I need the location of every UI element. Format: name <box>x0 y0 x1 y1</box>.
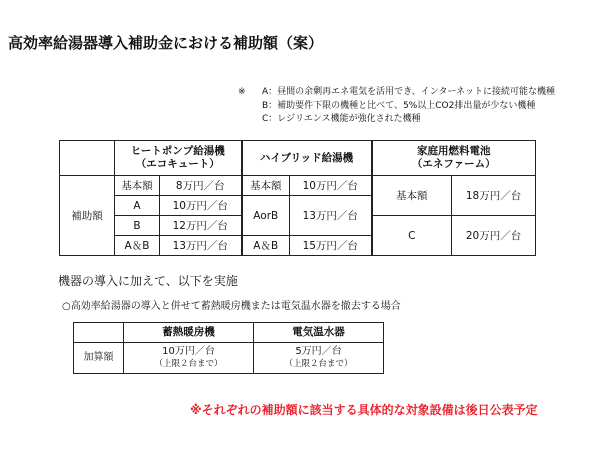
hybrid-label: A＆B <box>242 236 290 256</box>
table-row <box>74 343 384 374</box>
ecocute-value: 10万円／台 <box>160 196 242 216</box>
note-a-text: A：昼間の余剰再エネ電気を活用でき、インターネットに接続可能な機種 <box>262 87 555 97</box>
electric-water-heater-limit: （上限２台まで） <box>284 359 353 369</box>
additional-amount-table <box>73 322 384 374</box>
header-storage-heater: 蓄熱暖房機 <box>124 323 254 343</box>
header-electric-water-heater: 電気温水器 <box>254 323 384 343</box>
storage-heater-limit: （上限２台まで） <box>154 359 223 369</box>
header-ecocute-line1: ヒートポンプ給湯機 <box>130 145 225 157</box>
ecocute-label: A <box>115 196 160 216</box>
header-enefarm <box>372 141 536 176</box>
note-c <box>238 113 555 127</box>
electric-water-heater-cell <box>254 343 384 374</box>
enefarm-value: 18万円／台 <box>452 176 536 216</box>
header-enefarm-line1: 家庭用燃料電池 <box>417 145 491 157</box>
enefarm-label: 基本額 <box>372 176 452 216</box>
row-label-addition: 加算額 <box>74 343 124 374</box>
hybrid-value: 15万円／台 <box>290 236 372 256</box>
note-mark <box>238 113 262 127</box>
enefarm-value: 20万円／台 <box>452 216 536 256</box>
note-c-text: C：レジリエンス機能が強化された機種 <box>262 114 421 124</box>
footnote: ※それぞれの補助額に該当する具体的な対象設備は後日公表予定 <box>190 403 538 417</box>
note-b <box>238 100 555 114</box>
enefarm-label: C <box>372 216 452 256</box>
table-header-row <box>74 323 384 343</box>
corner-cell <box>74 323 124 343</box>
page-title: 高効率給湯器導入補助金における補助額（案） <box>8 34 324 52</box>
table-header-row <box>60 141 536 176</box>
note-b-text: B：補助要件下限の機種と比べて、5%以上CO2排出量が少ない機種 <box>262 100 536 111</box>
subsidy-table <box>59 140 536 256</box>
header-ecocute <box>115 141 242 176</box>
ecocute-value: 13万円／台 <box>160 236 242 256</box>
table-row <box>60 176 536 196</box>
hybrid-label: AorB <box>242 196 290 236</box>
note-a <box>238 86 555 100</box>
row-label-subsidy: 補助額 <box>60 176 115 256</box>
note-mark: ※ <box>238 87 246 97</box>
ecocute-label: 基本額 <box>115 176 160 196</box>
ecocute-label: A＆B <box>115 236 160 256</box>
header-hybrid: ハイブリッド給湯機 <box>242 141 372 176</box>
hybrid-value: 10万円／台 <box>290 176 372 196</box>
section-subheading: ○高効率給湯器の導入と併せて蓄熱暖房機または電気温水器を撤去する場合 <box>62 301 401 312</box>
hybrid-value: 13万円／台 <box>290 196 372 236</box>
storage-heater-cell <box>124 343 254 374</box>
notes <box>238 86 555 127</box>
header-enefarm-line2: （エネファーム） <box>411 158 496 170</box>
ecocute-value: 12万円／台 <box>160 216 242 236</box>
storage-heater-value: 10万円／台 <box>162 346 215 357</box>
ecocute-value: 8万円／台 <box>160 176 242 196</box>
header-ecocute-line2: （エコキュート） <box>135 158 220 170</box>
ecocute-label: B <box>115 216 160 236</box>
note-mark <box>238 100 262 114</box>
hybrid-label: 基本額 <box>242 176 290 196</box>
electric-water-heater-value: 5万円／台 <box>295 346 342 357</box>
corner-cell <box>60 141 115 176</box>
section-heading: 機器の導入に加えて、以下を実施 <box>58 274 238 288</box>
